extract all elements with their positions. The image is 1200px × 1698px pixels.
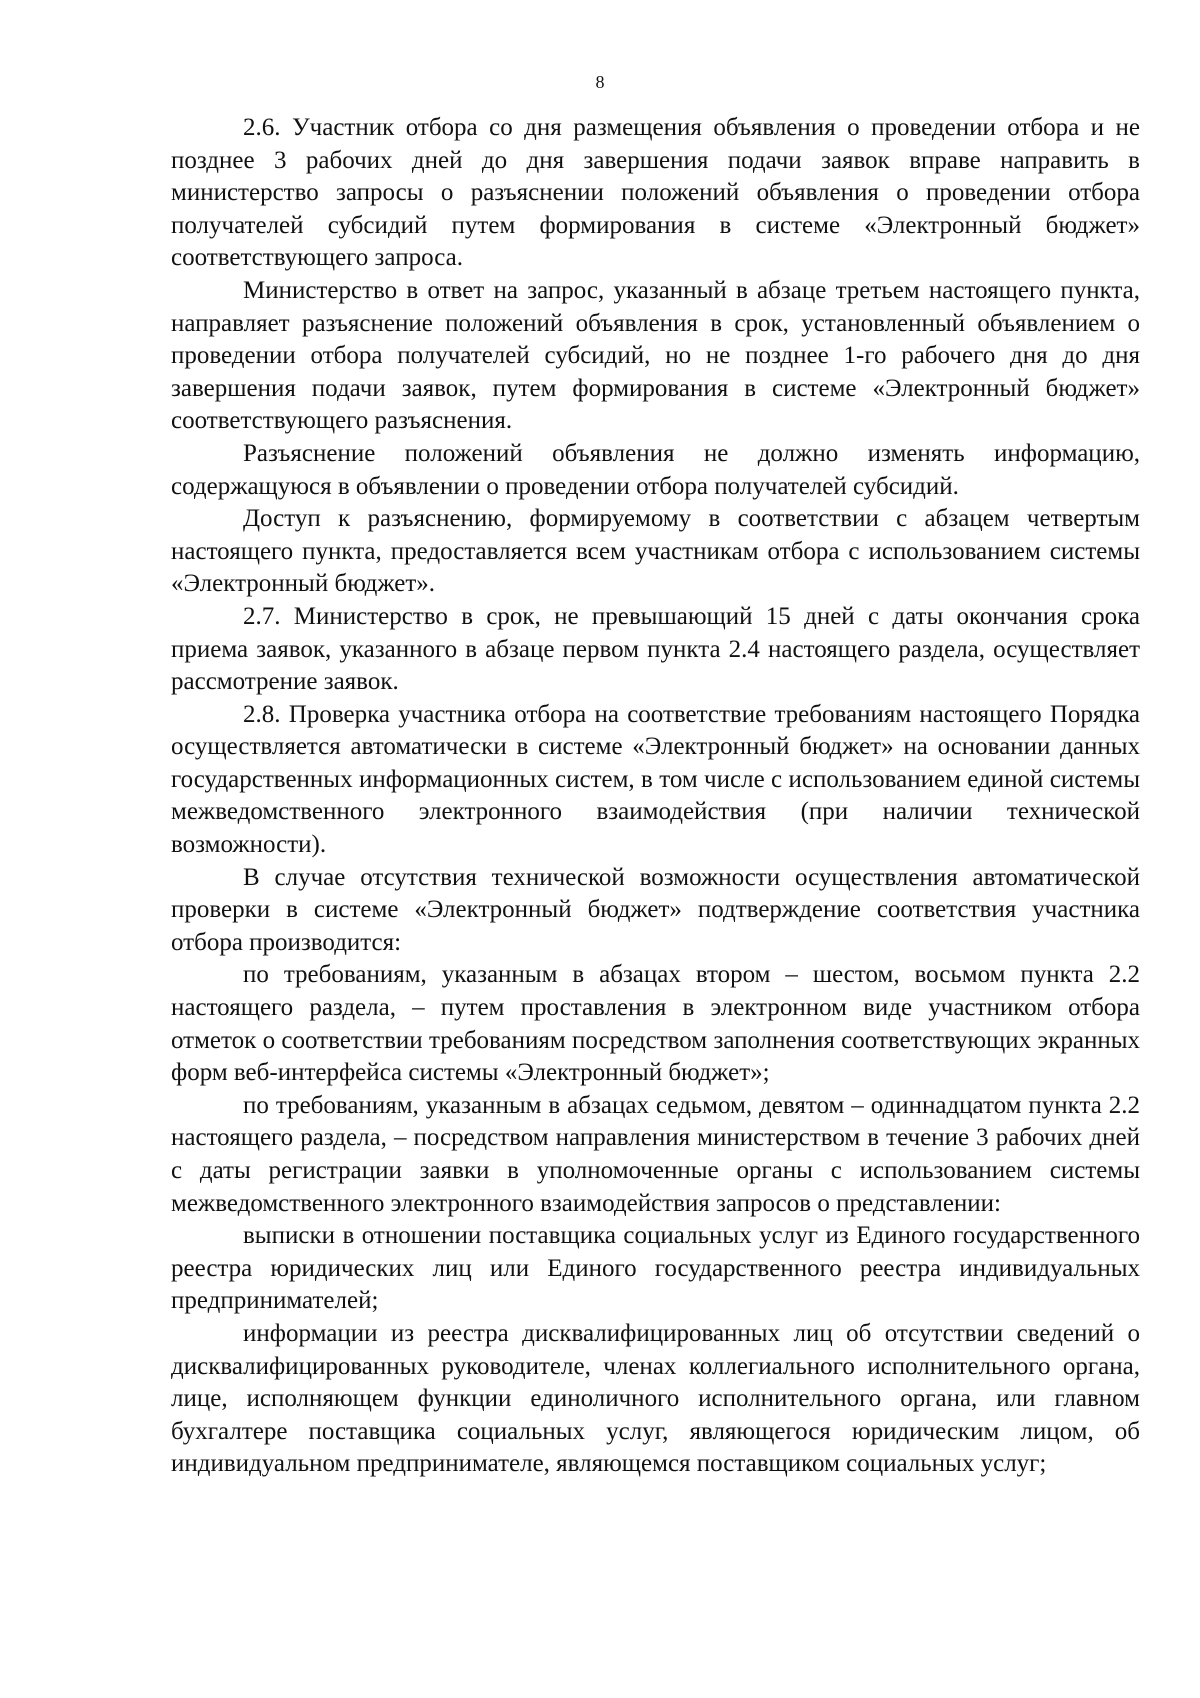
- paragraph-no-technical-possibility: В случае отсутствия технической возможности осуществления автоматической проверки в системе «Электронный бюджет» подтверждение соответствия участника отбора производится:: [171, 863, 1140, 956]
- paragraph-disqualified-registry: информации из реестра дисквалифицированных лиц об отсутствии сведений о дисквалифицированных руководителе, членах коллегиального исполнительного органа, лице, исполняющем функции единоличного исполнительного органа, или главном бухгалтере поставщика социальных услуг, являющегося юридическим лицом, об индивидуальном предпринимателе, являющемся поставщиком социальных услуг;: [171, 1319, 1140, 1478]
- paragraph-requirements-7-9-11: по требованиям, указанным в абзацах седьмом, девятом – одиннадцатом пункта 2.2 настоящего раздела, – посредством направления министерством в течение 3 рабочих дней с даты регистрации заявки в уполномоченные органы с использованием системы межведомственного электронного взаимодействия запросов о представлении:: [171, 1091, 1140, 1217]
- page-number: 8: [595, 72, 605, 92]
- paragraph-clarification-access: Доступ к разъяснению, формируемому в соответствии с абзацем четвертым настоящего пункта, предоставляется всем участникам отбора с использованием системы «Электронный бюджет».: [171, 505, 1140, 598]
- paragraph-requirements-2-6-8: по требованиям, указанным в абзацах втором – шестом, восьмом пункта 2.2 настоящего раздела, – путем проставления в электронном виде участником отбора отметок о соответствии требованиям посредством заполнения соответствующих экранных форм веб-интерфейса системы «Электронный бюджет»;: [171, 961, 1140, 1087]
- document-body: [171, 112, 1140, 1481]
- paragraph-registry-extract: выписки в отношении поставщика социальных услуг из Единого государственного реестра юридических лиц или Единого государственного реестра индивидуальных предпринимателей;: [171, 1222, 1140, 1315]
- paragraph-2-7: 2.7. Министерство в срок, не превышающий 15 дней с даты окончания срока приема заявок, указанного в абзаце первом пункта 2.4 настоящего раздела, осуществляет рассмотрение заявок.: [171, 602, 1140, 696]
- paragraph-2-8: 2.8. Проверка участника отбора на соответствие требованиям настоящего Порядка осуществляется автоматически в системе «Электронный бюджет» на основании данных государственных информационных систем, в том числе с использованием единой системы межведомственного электронного взаимодействия (при наличии технической возможности).: [171, 700, 1140, 859]
- paragraph-2-6: 2.6. Участник отбора со дня размещения объявления о проведении отбора и не позднее 3 рабочих дней до дня завершения подачи заявок вправе направить в министерство запросы о разъяснении положений объявления о проведении отбора получателей субсидий путем формирования в системе «Электронный бюджет» соответствующего запроса.: [171, 114, 1140, 272]
- paragraph-ministry-response: Министерство в ответ на запрос, указанный в абзаце третьем настоящего пункта, направляет разъяснение положений объявления в срок, установленный объявлением о проведении отбора получателей субсидий, но не позднее 1-го рабочего дня до дня завершения подачи заявок, путем формирования в системе «Электронный бюджет» соответствующего разъяснения.: [171, 276, 1140, 435]
- paragraph-clarification-content: Разъяснение положений объявления не должно изменять информацию, содержащуюся в объявлении о проведении отбора получателей субсидий.: [171, 439, 1140, 500]
